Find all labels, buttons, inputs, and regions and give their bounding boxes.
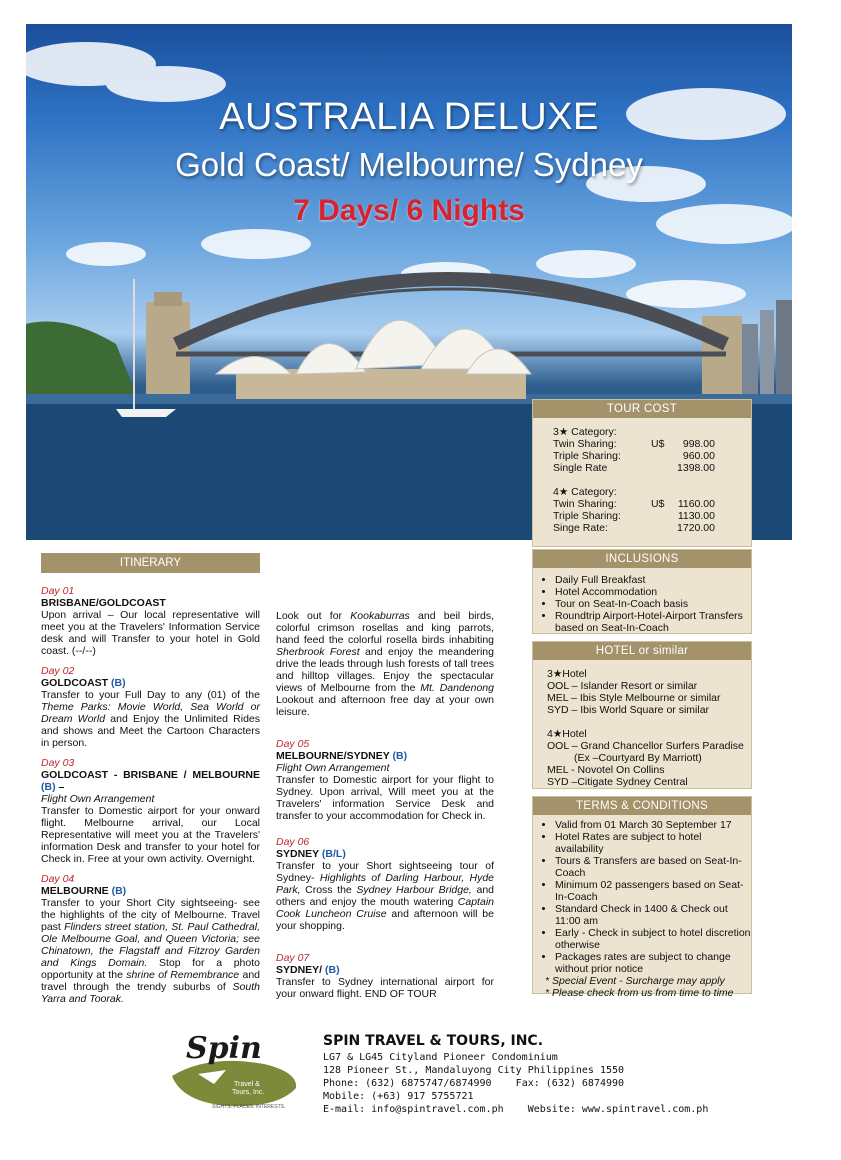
cost-currency: U$: [651, 498, 665, 510]
cost-row: [553, 462, 751, 474]
cost-price: 1720.00: [677, 522, 715, 534]
cost-row: [553, 522, 751, 534]
day-label: Day 04: [41, 873, 75, 885]
cost-row: [553, 498, 751, 510]
terms-note: * Special Event - Surcharge may apply: [545, 975, 751, 987]
svg-text:Tours, Inc.: Tours, Inc.: [232, 1089, 265, 1096]
day-label: Day 05: [276, 738, 310, 750]
tour-cost-panel: [532, 399, 752, 547]
terms-heading: TERMS & CONDITIONS: [533, 797, 751, 815]
company-address-2: 128 Pioneer St., Mandaluyong City Philippines 1550: [323, 1065, 625, 1076]
terms-item: • Tours & Transfers are based on Seat-In-Coach: [555, 855, 751, 879]
inclusion-item: • Tour on Seat-In-Coach basis: [555, 598, 751, 610]
day-label: Day 02: [41, 665, 75, 677]
day-description: Transfer to Domestic airport for your flight to Sydney. Upon arrival, Will meet you at the Travelers' information Service Desk and transfer to your accommodation for Check in.: [276, 774, 494, 822]
inclusion-item: • Daily Full Breakfast: [555, 574, 751, 586]
company-logo: [168, 1030, 308, 1115]
company-address-1: LG7 & LG45 Cityland Pioneer Condominium: [323, 1052, 558, 1063]
day-description-continued: Look out for Kookaburras and beil birds, colorful crimson rosellas and king parrots, hand feed the colorful rosella birds inhabiting Sherbrook Forest and enjoy the meandering drive the leads through lush forests of tall trees and hilltop villages. Enjoy the spectacular views of Melbourne from the Mt. Dandenong Lookout and afternoon free day at your own leisure.: [276, 610, 494, 718]
company-email[interactable]: E-mail: info@spintravel.com.ph: [323, 1104, 504, 1115]
terms-note: * Please check from us from time to time: [545, 987, 751, 999]
cost-category-label: 3★ Category:: [553, 426, 617, 438]
day-subtitle: Flight Own Arrangement: [41, 793, 155, 805]
day-label: Day 01: [41, 585, 75, 597]
day-place: GOLDCOAST - BRISBANE / MELBOURNE (B) –: [41, 769, 260, 793]
cost-currency: [651, 510, 671, 522]
hotel-body: [533, 660, 751, 788]
tour-cost-body: [533, 418, 751, 534]
day-description: Transfer to Sydney international airport for your onward flight. END OF TOUR: [276, 976, 494, 1000]
hero-title: AUSTRALIA DELUXE: [219, 96, 599, 138]
hotel-category-4star: 4★Hotel: [547, 728, 587, 740]
day-place: BRISBANE/GOLDCOAST: [41, 597, 166, 609]
cost-row: [553, 438, 751, 450]
day-description: Transfer to your Full Day to any (01) of the Theme Parks: Movie World, Sea World or Dream World and Enjoy the Unlimited Rides and shows and Meet the Cartoon Characters in person.: [41, 689, 260, 749]
day-description: Upon arrival – Our local representative will meet you at the Travelers' Information Service desk and will Transfer to your hotel in Gold coast. (--/--): [41, 609, 260, 657]
day-description: Transfer to your Short City sightseeing- see the highlights of the city of Melbourne. Travel past Flinders street station, St. Paul Cathedral, Ole Melbourne Goal, and Queen Victoria; see Chinatown, the Flagstaff and Fitzroy Garden and Kings Domain. Stop for a photo opportunity at the shrine of Remembrance and travel through the trendy suburbs of South Yarra and Toorak.: [41, 897, 261, 1005]
meal-code: (B): [325, 964, 340, 976]
hotel-line: SYD – Ibis World Square or similar: [547, 704, 710, 716]
cost-currency: [651, 522, 671, 534]
day-place: MELBOURNE/SYDNEY (B): [276, 750, 408, 762]
day-label: Day 06: [276, 836, 310, 848]
inclusion-item: • Hotel Accommodation: [555, 586, 751, 598]
cost-category-label: 4★ Category:: [553, 486, 617, 498]
cost-label: Triple Sharing:: [553, 450, 621, 462]
logo-wordmark: Spin: [186, 1031, 262, 1066]
terms-item: • Minimum 02 passengers based on Seat-In-Coach: [555, 879, 751, 903]
inclusions-list: [533, 574, 751, 634]
hotel-line-note: (Ex –Courtyard By Marriott): [574, 752, 702, 764]
meal-code: (B/L): [321, 848, 346, 860]
svg-text:SIGHTS. PLACES. INTERESTS.: SIGHTS. PLACES. INTERESTS.: [212, 1104, 286, 1110]
hotel-line: MEL – Ibis Style Melbourne or similar: [547, 692, 721, 704]
hotel-line: SYD –Citigate Sydney Central: [547, 776, 688, 788]
day-label: Day 03: [41, 757, 75, 769]
hero-subtitle: Gold Coast/ Melbourne/ Sydney: [175, 146, 643, 183]
company-info: [323, 1032, 708, 1116]
day-place: MELBOURNE (B): [41, 885, 127, 897]
meal-code: (B): [111, 885, 127, 897]
company-mobile: Mobile: (+63) 917 5755721: [323, 1091, 474, 1102]
cost-label: Triple Sharing:: [553, 510, 621, 522]
cost-row: [553, 510, 751, 522]
hero-duration: 7 Days/ 6 Nights: [293, 194, 525, 227]
day-place: SYDNEY/ (B): [276, 964, 340, 976]
cost-currency: [651, 462, 671, 474]
company-phone-row: Phone: (632) 6875747/6874990 Fax: (632) 6874990: [323, 1078, 625, 1089]
hotel-line: OOL – Grand Chancellor Surfers Paradise: [547, 740, 744, 752]
hotel-heading: HOTEL or similar: [533, 642, 751, 660]
day-description: Transfer to your Short sightseeing tour of Sydney- Highlights of Darling Harbour, Hyde Park, Cross the Sydney Harbour Bridge, and others and enjoy the mouth watering Captain Cook Luncheon Cruise and afternoon will be your shopping.: [276, 860, 494, 932]
hotel-panel: [532, 641, 752, 789]
itinerary-heading: ITINERARY: [41, 553, 260, 573]
inclusion-item: • Roundtrip Airport-Hotel-Airport Transfers based on Seat-In-Coach: [555, 610, 751, 634]
cost-label: Twin Sharing:: [553, 498, 617, 510]
day-place: GOLDCOAST (B): [41, 677, 126, 689]
terms-item: • Packages rates are subject to change without prior notice: [555, 951, 751, 975]
svg-text:Travel &: Travel &: [234, 1081, 260, 1088]
terms-item: • Early - Check in subject to hotel discretion otherwise: [555, 927, 751, 951]
meal-code: (B): [111, 677, 126, 689]
cost-price: 998.00: [682, 438, 715, 450]
terms-item: • Valid from 01 March 30 September 17: [555, 819, 751, 831]
cost-currency: U$: [651, 438, 665, 450]
hotel-3star-list: [547, 680, 751, 716]
meal-code: (B): [392, 750, 408, 762]
inclusions-panel: [532, 549, 752, 634]
day-label: Day 07: [276, 952, 310, 964]
terms-panel: [532, 796, 752, 999]
hotel-line: MEL - Novotel On Collins: [547, 764, 665, 776]
cost-price: 1398.00: [677, 462, 715, 474]
meal-code: (B): [41, 781, 56, 793]
cost-price: 1160.00: [677, 498, 715, 510]
cost-label: Twin Sharing:: [553, 438, 617, 450]
cost-price: 960.00: [682, 450, 715, 462]
tour-cost-heading: TOUR COST: [533, 400, 751, 418]
itinerary-column-2: [276, 610, 494, 1000]
cost-currency: [651, 450, 671, 462]
inclusions-heading: INCLUSIONS: [533, 550, 751, 568]
hotel-category-3star: 3★Hotel: [547, 668, 587, 680]
day-description: Transfer to Domestic airport for your onward flight. Melbourne arrival, our Local Representative will meet you at the Travelers' information Desk and transfer to your hotel for Check in. Free at your own activity. Overnight.: [41, 805, 260, 865]
terms-list: [533, 819, 751, 999]
cost-label: Singe Rate:: [553, 522, 608, 534]
company-name: SPIN TRAVEL & TOURS, INC.: [323, 1033, 544, 1049]
hotel-line: OOL – Islander Resort or similar: [547, 680, 698, 692]
cost-price: 1130.00: [677, 510, 715, 522]
company-website[interactable]: Website: www.spintravel.com.ph: [527, 1104, 709, 1115]
company-contact-row: [323, 1103, 708, 1116]
terms-item: • Standard Check in 1400 & Check out 11:00 am: [555, 903, 751, 927]
cost-row: [553, 450, 751, 462]
cost-label: Single Rate: [553, 462, 608, 474]
itinerary-column-1: [41, 585, 260, 1005]
terms-item: • Hotel Rates are subject to hotel availability: [555, 831, 751, 855]
day-place: SYDNEY (B/L): [276, 848, 346, 860]
day-subtitle: Flight Own Arrangement: [276, 762, 390, 774]
